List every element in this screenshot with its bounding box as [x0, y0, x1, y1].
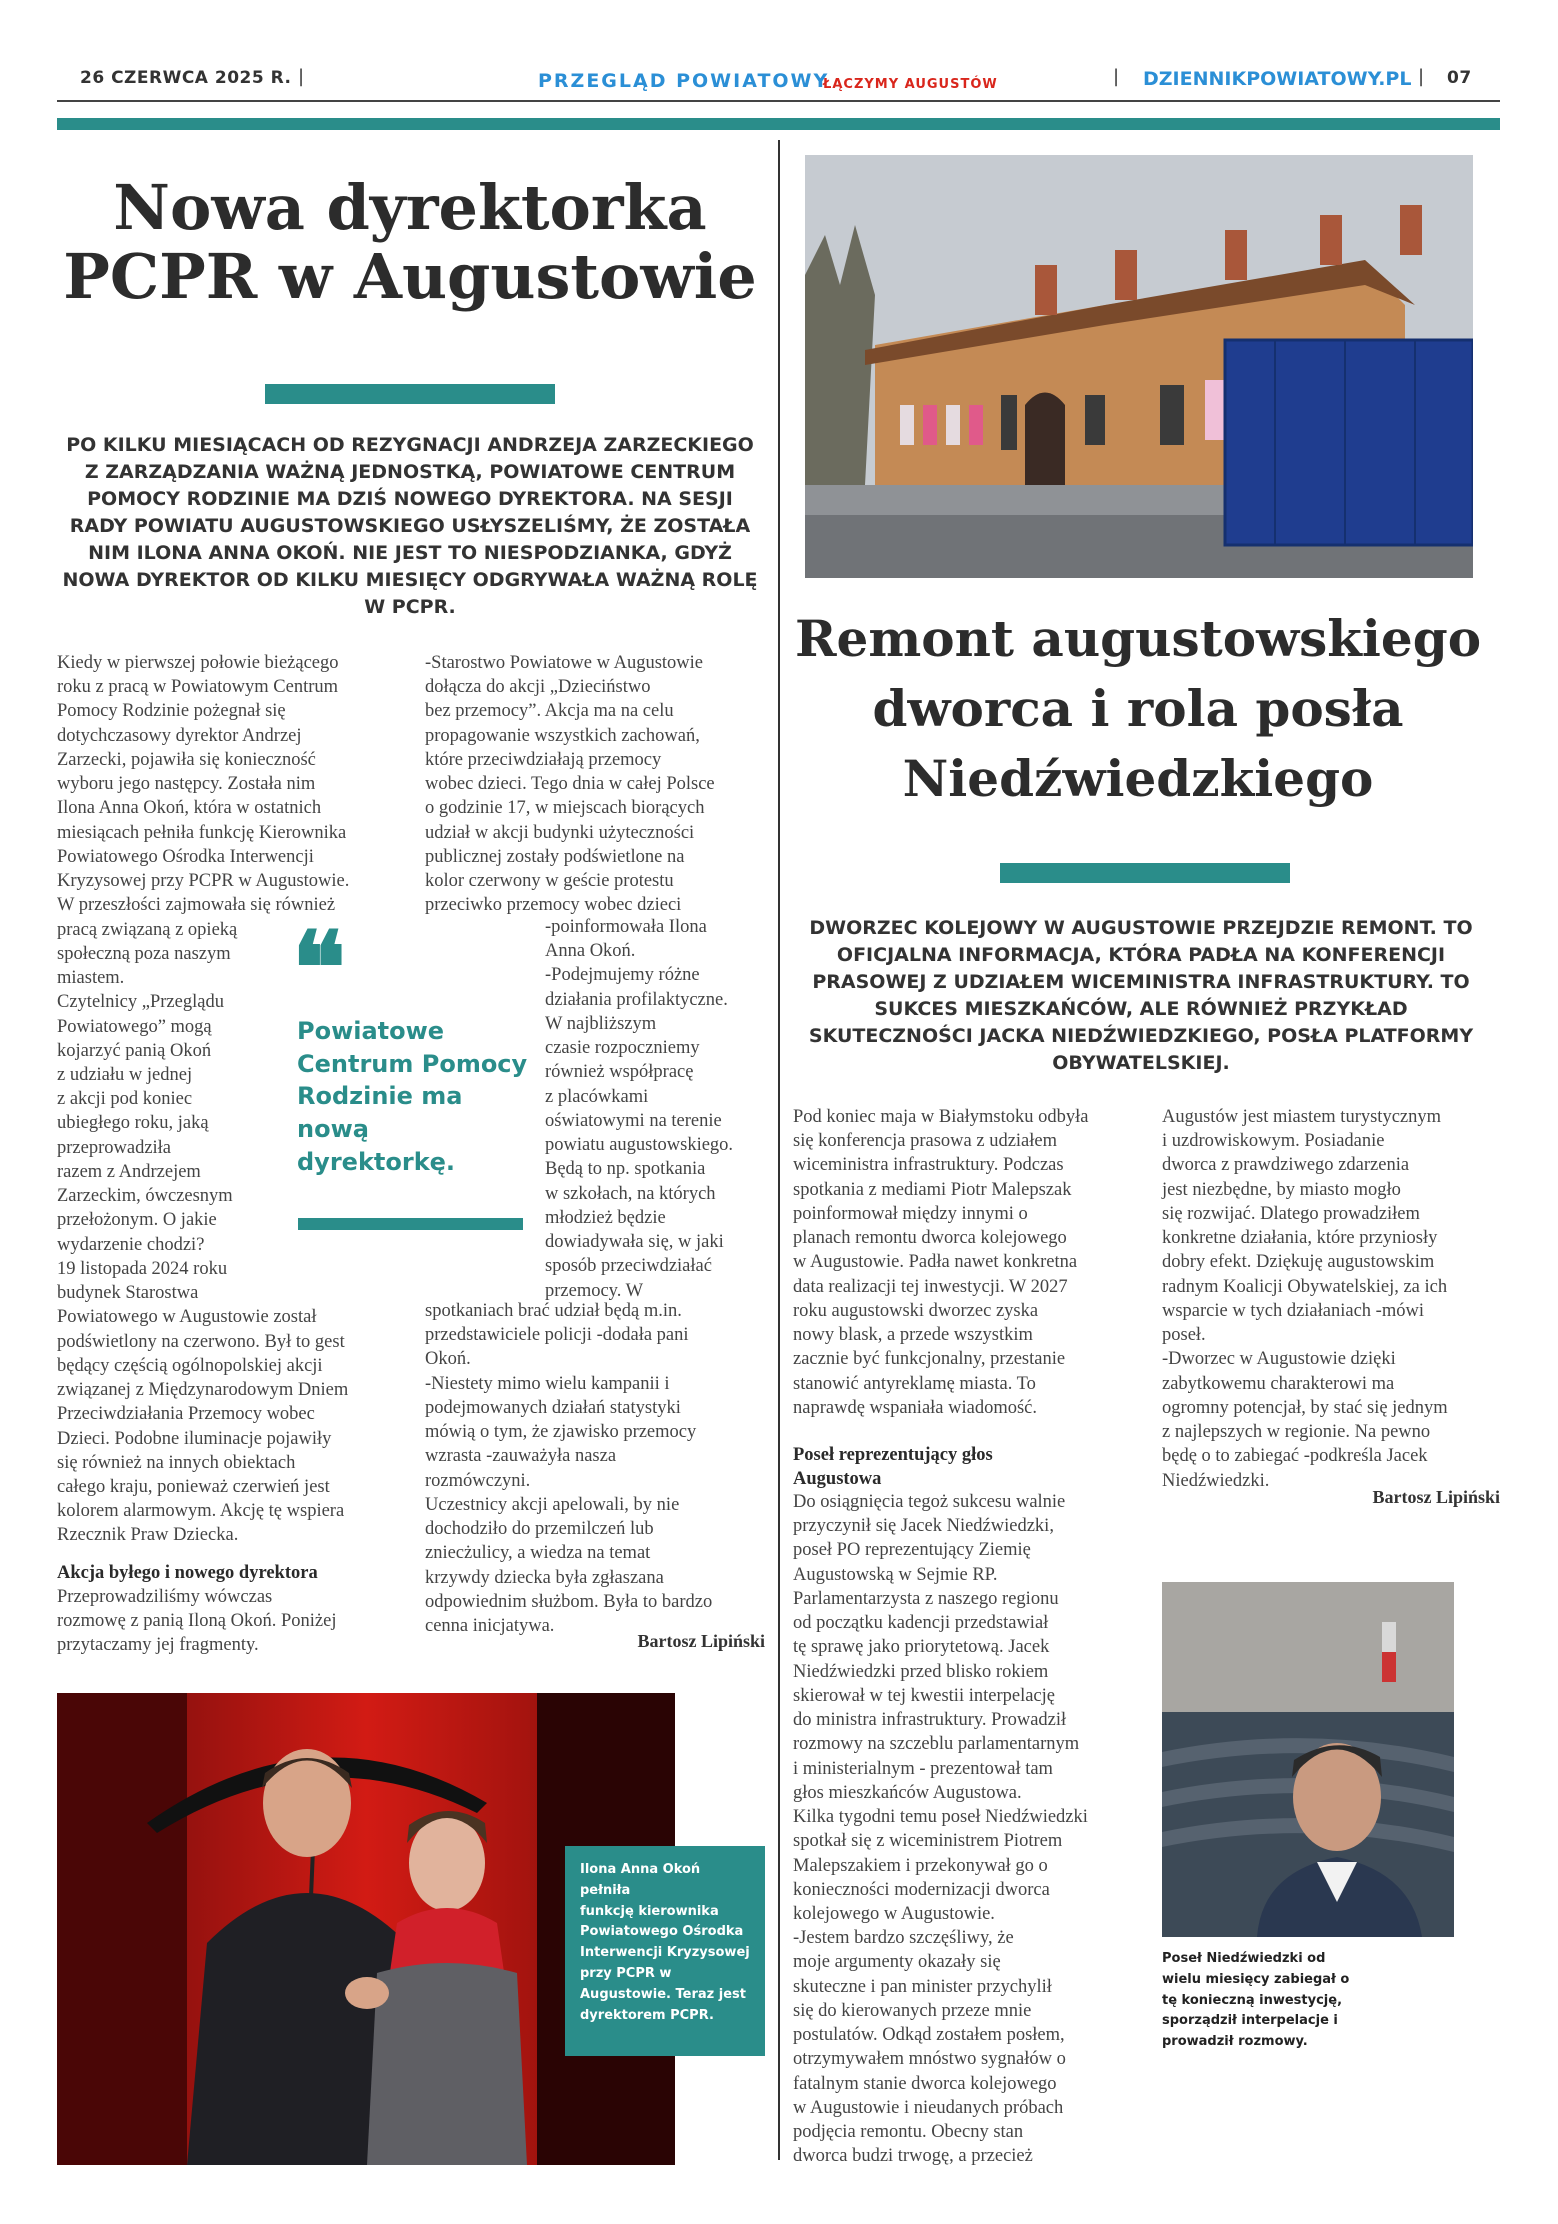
article-signature: Bartosz Lipiński — [1372, 1487, 1500, 1507]
photo-jacek-niedzwiedzki — [1162, 1582, 1454, 1937]
article-body-col1: Kiedy w pierwszej połowie bieżącego roku z pracą w Powiatowym Centrum Pomocy Rodzinie pożegnał się dotychczasowy dyrektor Andrzej Zarzecki, pojawiła się konieczność wyboru jego następcy. Została nim Ilona Anna Okoń, która w ostatnich miesiącach pełniła funkcję Kierownika Powiatowego Ośrodka Interwencji Kryzysowej przy PCPR w Augustowie. W przeszłości zajmowała się również pracą związaną z opieką społeczną poza naszym miastem. Czytelnicy „Przeglądu Powiatowego” mogą kojarzyć panią Okoń z udziału w jednej z akcji pod koniec ubiegłego roku, jaką przeprowadziła razem z Andrzejem Zarzeckim, ówczesnym przełożonym. O jakie wydarzenie chodzi? 19 listopada 2024 roku budynek Starostwa Powiatowego w Augustowie został podświetlony na czerwono. Był to gest będący częścią ogólnopolskiej akcji związanej z Międzynarodowym Dniem Przeciwdziałania Przemocy wobec Dzieci. Podobne iluminacje pojawiły się również na innych obiektach całego kraju, ponieważ czerwień jest kolorem alarmowym. Akcję tę wspiera Rzecznik Praw Dziecka. — [57, 653, 350, 1546]
article-subheading: Poseł reprezentujący głos Augustowa — [793, 1445, 993, 1490]
article-body-col2-wrap: -poinformowała Ilona Anna Okoń. -Podejmujemy różne działania profilaktyczne. W najbliższym czasie rozpoczniemy również współpracę z placówkami oświatowymi na terenie powiatu augustowskiego. Będą to np. spotkania w szkołach, na których młodzież będzie dowiadywała się, w jaki sposób przeciwdziałać przemocy. W — [545, 917, 734, 1301]
header-teal-bar — [57, 118, 1500, 130]
headline-line: Remont augustowskiego — [794, 609, 1482, 668]
article-lead: DWORZEC KOLEJOWY W AUGUSTOWIE PRZEJDZIE REMONT. TO OFICJALNA INFORMACJA, KTÓRA PADŁA NA KONFERENCJI PRASOWEJ Z UDZIAŁEM WICEMINISTRA INFRASTRUKTURY. TO SUKCES MIESZKAŃCÓW, ALE RÓWNIEŻ PRZYKŁAD SKUTECZNOŚCI JACKA NIEDŹWIEDZKIEGO, POSŁA PLATFORMY OBYWATELSKIEJ. — [808, 917, 1474, 1074]
article-body-col1: Pod koniec maja w Białymstoku odbyła się konferencja prasowa z udziałem wiceministra infrastruktury. Podczas spotkania z mediami Piotr Malepszak poinformował między innymi o planach remontu dworca kolejowego w Augustowie. Padła nawet konkretna data realizacji tej inwestycji. W 2027 roku augustowski dworzec zyska nowy blask, a przede wszystkim zacznie być funkcjonalny, przestanie stanowić antyreklamę miasta. To naprawdę wspaniała wiadomość. — [793, 1107, 1089, 1418]
website-link[interactable]: DZIENNIKPOWIATOWY.PL — [1143, 68, 1412, 90]
photo-caption: Poseł Niedźwiedzki od wielu miesięcy zabiegał o tę konieczną inwestycję, sporządził interpelacje i prowadził rozmowy. — [1162, 1951, 1350, 2050]
article-subheading: Akcja byłego i nowego dyrektora — [57, 1563, 318, 1583]
headline-line: Nowa dyrektorka — [113, 171, 707, 244]
article-lead: PO KILKU MIESIĄCACH OD REZYGNACJI ANDRZEJA ZARZECKIEGO Z ZARZĄDZANIA WAŻNĄ JEDNOSTKĄ, POWIATOWE CENTRUM POMOCY RODZINIE MA DZIŚ NOWEGO DYREKTORA. NA SESJI RADY POWIATU AUGUSTOWSKIEGO USŁYSZELIŚMY, ŻE ZOSTAŁA NIM ILONA ANNA OKOŃ. NIE JEST TO NIESPODZIANKA, GDYŻ NOWA DYREKTOR OD KILKU MIESIĘCY ODGRYWAŁA WAŻNĄ ROLĘ W PCPR. — [62, 434, 758, 618]
article-headline — [788, 604, 1488, 814]
article-headline — [50, 173, 770, 312]
quote-divider — [298, 1218, 523, 1230]
headline-divider — [265, 384, 555, 404]
header-rule — [57, 100, 1500, 102]
photo-caption: Ilona Anna Okoń pełniła funkcję kierownika Powiatowego Ośrodka Interwencji Kryzysowej przy PCPR w Augustowie. Teraz jest dyrektorem PCPR. — [580, 1862, 750, 2023]
quote-mark-icon: ❝ — [292, 909, 346, 1027]
headline-line: dworca i rola posła — [872, 679, 1404, 738]
article-body-col2: -Starostwo Powiatowe w Augustowie dołącza do akcji „Dzieciństwo bez przemocy”. Akcja ma na celu propagowanie wszystkich zachowań, które przeciwdziałają przemocy wobec dzieci. Tego dnia w całej Polsce o godzinie 17, w miejscach biorących udział w akcji budynki użyteczności publicznej zostały podświetlone na kolor czerwony w geście protestu przeciwko przemocy wobec dzieci — [425, 653, 715, 916]
header-separator: | — [1113, 66, 1120, 87]
issue-date: 26 CZERWCA 2025 R. — [80, 68, 292, 88]
headline-divider — [1000, 863, 1290, 883]
photo-illustration — [1162, 1582, 1454, 1937]
article-body-col2-end: spotkaniach brać udział będą m.in. przedstawiciele policji -dodała pani Okoń. -Niestety mimo wielu kampanii i podejmowanych działań statystyki mówią o tym, że zjawisko przemocy wzrasta -zauważyła nasza rozmówczyni. Uczestnicy akcji apelowali, by nie dochodziło do przemilczeń lub zniecżulicy, a wiedza na temat krzywdy dziecka była zgłaszana odpowiednim służbom. Była to bardzo cenna inicjatywa. — [425, 1301, 713, 1637]
headline-line: PCPR w Augustowie — [63, 240, 757, 314]
pull-quote: Powiatowe Centrum Pomocy Rodzinie ma nową dyrektorkę. — [297, 1017, 528, 1176]
header-separator: | — [1418, 66, 1425, 87]
photo-railway-station — [805, 155, 1473, 578]
masthead-subtitle: ŁĄCZYMY AUGUSTÓW — [823, 77, 998, 92]
article-body-col1-end: Do osiągnięcia tegoż sukcesu walnie przyczynił się Jacek Niedźwiedzki, poseł PO reprezentujący Ziemię Augustowską w Sejmie RP. Parlamentarzysta z naszego regionu od początku kadencji przedstawiał tę sprawę jako priorytetową. Jacek Niedźwiedzki przed blisko rokiem skierował w tej kwestii interpelację do ministra infrastruktury. Prowadził rozmowy na szczeblu parlamentarnym i ministerialnym - prezentował tam głos mieszkańców Augustowa. Kilka tygodni temu poseł Niedźwiedzki spotkał się z wiceministrem Piotrem Malepszakiem i przekonywał go o konieczności modernizacji dworca kolejowego w Augustowie. -Jestem bardzo szczęśliwy, że moje argumenty okazały się skuteczne i pan minister przychylił się do kierowanych przeze mnie postulatów. Odkąd zostałem posłem, otrzymywałem mnóstwo sygnałów o fatalnym stanie dworca kolejowego w Augustowie i nieudanych próbach podjęcia remontu. Obecny stan dworca budzi trwogę, a przecież — [793, 1492, 1088, 2167]
photo-illustration — [805, 155, 1473, 578]
photo-caption-box — [565, 1846, 765, 2056]
article-body-col2: Augustów jest miastem turystycznym i uzdrowiskowym. Posiadanie dworca z prawdziwego zdarzenia jest niezbędne, by miasto mogło się rozwijać. Dlatego prowadziłem konkretne działania, które przyniosły dobry efekt. Dziękuję augustowskim radnym Koalicji Obywatelskiej, za ich wsparcie w tych działaniach -mówi poseł. -Dworzec w Augustowie dzięki zabytkowemu charakterowi ma ogromny potencjał, by stać się jednym z najlepszych w regionie. Na pewno będę o to zabiegać -podkreśla Jacek Niedźwiedzki. — [1162, 1107, 1448, 1491]
article-body-col1-end: Przeprowadziliśmy wówczas rozmowę z panią Iloną Okoń. Poniżej przytaczamy jej fragmenty. — [57, 1587, 337, 1656]
page-number: 07 — [1447, 68, 1472, 88]
header-separator: | — [298, 66, 305, 87]
headline-line: Niedźwiedzkiego — [902, 749, 1374, 808]
article-signature: Bartosz Lipiński — [637, 1631, 765, 1651]
masthead-title: PRZEGLĄD POWIATOWY — [538, 70, 830, 92]
